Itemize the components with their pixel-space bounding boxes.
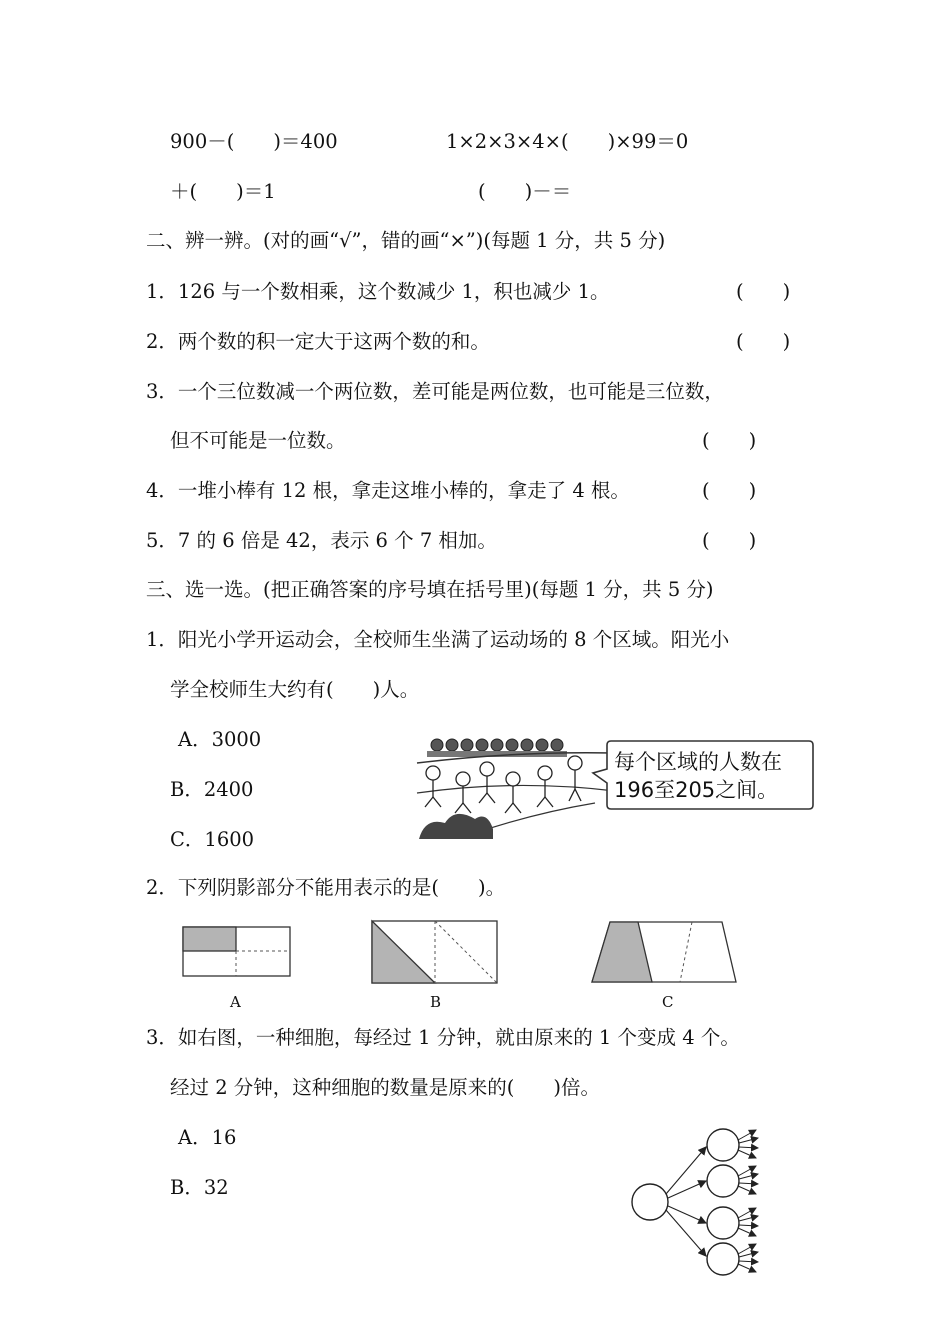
child-cells — [707, 1129, 739, 1275]
q1-option-b[interactable]: B．2400 — [170, 778, 254, 801]
parent-cell — [632, 1184, 668, 1220]
q3-option-b[interactable]: B．32 — [170, 1176, 229, 1199]
figure-c[interactable] — [592, 922, 736, 982]
fill-in-equation-3: ＋( )＝1 — [170, 180, 276, 203]
judge-item-2: 2．两个数的积一定大于这两个数的和。 — [146, 330, 490, 353]
track-line — [475, 803, 595, 833]
q3-line1: 3．如右图，一种细胞，每经过 1 分钟，就由原来的 1 个变成 4 个。 — [146, 1026, 740, 1049]
figure-a-label: A — [230, 993, 241, 1011]
answer-bracket-1[interactable]: ( ) — [736, 280, 791, 303]
answer-bracket-2[interactable]: ( ) — [736, 330, 791, 353]
figure-b-label: B — [430, 993, 442, 1011]
judge-item-5: 5．7 的 6 倍是 42，表示 6 个 7 相加。 — [146, 529, 497, 552]
cell-division-diagram — [620, 1118, 780, 1284]
figure-a[interactable] — [183, 927, 290, 976]
bubble-text-line2: 196至205之间。 — [614, 778, 779, 802]
track-line — [417, 785, 615, 793]
section2-heading: 二、辨一辨。(对的画“√”，错的画“×”)(每题 1 分，共 5 分) — [146, 229, 666, 252]
q1-option-a[interactable]: A．3000 — [178, 728, 262, 751]
division-arrows — [666, 1147, 706, 1256]
bush — [419, 814, 493, 839]
figure-c-label: C — [662, 993, 674, 1011]
section3-heading: 三、选一选。(把正确答案的序号填在括号里)(每题 1 分，共 5 分) — [146, 578, 714, 601]
q2-line1: 2．下列阴影部分不能用表示的是( )。 — [146, 876, 506, 899]
shading-figures — [182, 918, 782, 988]
q1-line1: 1．阳光小学开运动会，全校师生坐满了运动场的 8 个区域。阳光小 — [146, 628, 730, 651]
q3-option-a[interactable]: A．16 — [178, 1126, 237, 1149]
small-arrows — [738, 1130, 758, 1272]
answer-bracket-4[interactable]: ( ) — [702, 479, 757, 502]
q1-option-c[interactable]: C．1600 — [170, 828, 255, 851]
answer-bracket-5[interactable]: ( ) — [702, 529, 757, 552]
judge-item-1: 1．126 与一个数相乘，这个数减少 1，积也减少 1。 — [146, 280, 610, 303]
fill-in-equation-2: 1×2×3×4×( )×99＝0 — [446, 130, 689, 153]
judge-item-4: 4．一堆小棒有 12 根，拿走这堆小棒的，拿走了 4 根。 — [146, 479, 630, 502]
figure-b[interactable] — [372, 921, 497, 983]
q1-line2: 学全校师生大约有( )人。 — [170, 678, 420, 701]
judge-item-3: 3．一个三位数减一个两位数，差可能是两位数，也可能是三位数， — [146, 380, 724, 403]
fill-in-equation-4: ( )－＝ — [478, 180, 572, 203]
answer-bracket-3[interactable]: ( ) — [702, 429, 757, 452]
bubble-text-line1: 每个区域的人数在 — [614, 750, 782, 774]
q3-line2: 经过 2 分钟，这种细胞的数量是原来的( )倍。 — [170, 1076, 601, 1099]
fill-in-equation-1: 900－( )＝400 — [170, 130, 338, 153]
judge-item-3-cont: 但不可能是一位数。 — [170, 429, 346, 452]
flower-row — [431, 739, 563, 751]
runner-figures — [425, 756, 582, 813]
